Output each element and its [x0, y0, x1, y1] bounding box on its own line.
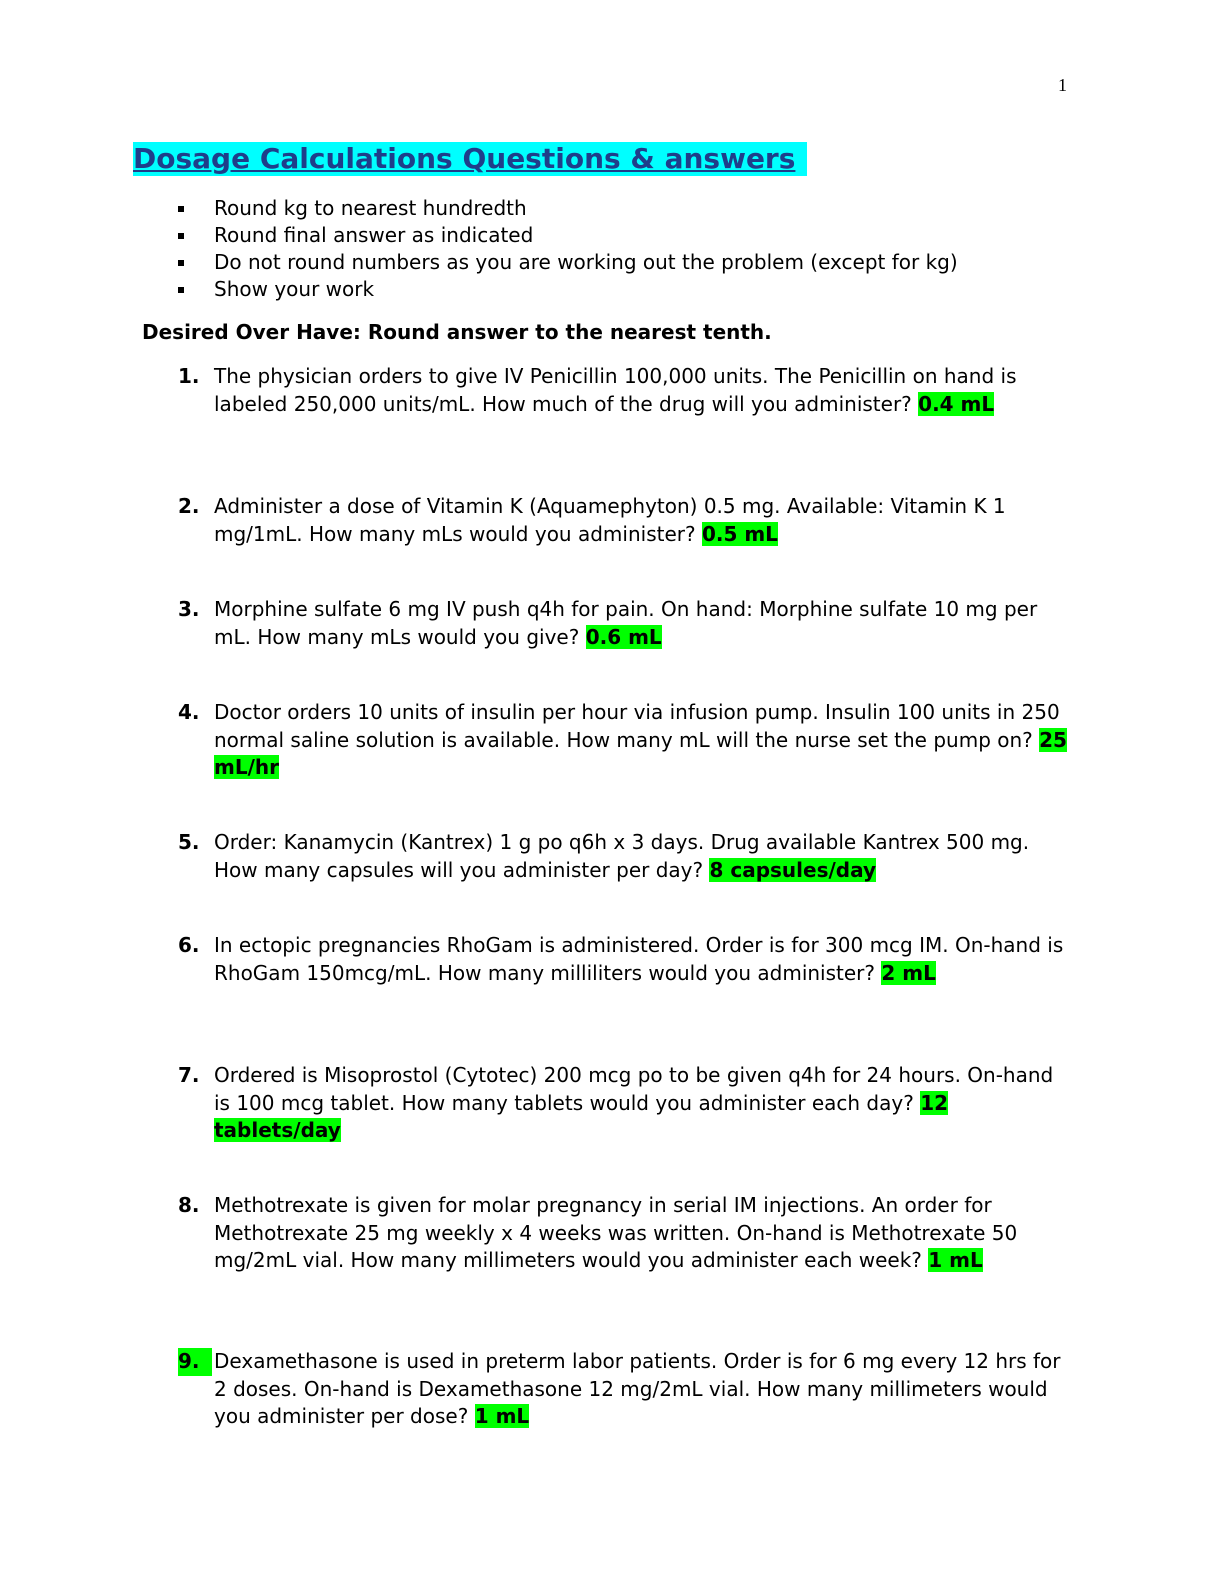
question-body: [214, 699, 1070, 782]
question-body: [214, 493, 1070, 548]
answer-highlight: 1 mL: [928, 1248, 983, 1272]
question-body: [214, 363, 1070, 418]
question-item: [178, 596, 1070, 651]
instruction-item: [178, 249, 958, 276]
answer-highlight: 0.6 mL: [585, 624, 662, 649]
question-item: [178, 1062, 1070, 1145]
question-number: 8.: [178, 1193, 200, 1217]
square-bullet-icon: [178, 260, 184, 266]
question-body: [214, 1062, 1070, 1145]
question-text: Doctor orders 10 units of insulin per hour via infusion pump. Insulin 100 units in 250 normal saline solution is available. How many mL will the nurse set the pump on?: [214, 700, 1060, 752]
square-bullet-icon: [178, 287, 184, 293]
answer-highlight: 1 mL: [474, 1404, 530, 1428]
question-text: In ectopic pregnancies RhoGam is administered. Order is for 300 mcg IM. On-hand is RhoGam 150mcg/mL. How many milliliters would you administer?: [214, 933, 1064, 985]
instructions-list: [178, 195, 958, 303]
question-text: Administer a dose of Vitamin K (Aquamephyton) 0.5 mg. Available: Vitamin K 1 mg/1mL. How many mLs would you administer?: [214, 494, 1006, 546]
question-number: 2.: [178, 494, 200, 518]
question-item: [178, 829, 1070, 884]
question-body: [214, 1348, 1070, 1431]
instruction-text: Round kg to nearest hundredth: [214, 196, 527, 220]
question-text: Order: Kanamycin (Kantrex) 1 g po q6h x 3 days. Drug available Kantrex 500 mg. How many capsules will you administer per day?: [214, 830, 1030, 882]
question-item: [178, 493, 1070, 548]
instruction-item: [178, 222, 958, 249]
question-number: 6.: [178, 933, 200, 957]
instruction-text: Show your work: [214, 277, 375, 301]
page-title: Dosage Calculations Questions & answers: [133, 142, 807, 176]
question-number: 9.: [178, 1348, 212, 1376]
answer-highlight: 25 mL/hr: [214, 727, 1067, 779]
section-heading: Desired Over Have: Round answer to the nearest tenth.: [142, 320, 772, 344]
question-item: [178, 1192, 1070, 1275]
answer-highlight: 0.5 mL: [701, 521, 778, 546]
answer-highlight: 0.4 mL: [918, 391, 995, 416]
answer-highlight: 8 capsules/day: [709, 857, 877, 882]
square-bullet-icon: [178, 233, 184, 239]
question-item: [178, 699, 1070, 782]
question-body: [214, 1192, 1070, 1275]
question-text: The physician orders to give IV Penicillin 100,000 units. The Penicillin on hand is labeled 250,000 units/mL. How much of the drug will you administer?: [214, 364, 1017, 416]
question-text: Methotrexate is given for molar pregnancy in serial IM injections. An order for Methotrexate 25 mg weekly x 4 weeks was written. On-hand is Methotrexate 50 mg/2mL vial. How many millimeters would you administer each week?: [214, 1193, 1018, 1272]
question-item: [178, 1348, 1070, 1431]
question-number: 4.: [178, 700, 200, 724]
question-number: 1.: [178, 364, 200, 388]
question-number: 3.: [178, 597, 200, 621]
instruction-text: Do not round numbers as you are working out the problem (except for kg): [214, 250, 958, 274]
question-text: Ordered is Misoprostol (Cytotec) 200 mcg po to be given q4h for 24 hours. On-hand is 100 mcg tablet. How many tablets would you administer each day?: [214, 1063, 1054, 1115]
answer-highlight: 12 tablets/day: [214, 1090, 949, 1142]
instruction-item: [178, 195, 958, 222]
question-body: [214, 596, 1070, 651]
question-number: 5.: [178, 830, 200, 854]
instruction-text: Round final answer as indicated: [214, 223, 534, 247]
page-number: 1: [1058, 75, 1067, 95]
question-text: Morphine sulfate 6 mg IV push q4h for pain. On hand: Morphine sulfate 10 mg per mL. How many mLs would you give?: [214, 597, 1038, 649]
answer-highlight: 2 mL: [881, 960, 936, 985]
question-body: [214, 932, 1070, 987]
question-number: 7.: [178, 1063, 200, 1087]
question-text: Dexamethasone is used in preterm labor patients. Order is for 6 mg every 12 hrs for 2 doses. On-hand is Dexamethasone 12 mg/2mL vial. How many millimeters would you administer per dose?: [214, 1349, 1061, 1428]
instruction-item: [178, 276, 958, 303]
question-item: [178, 932, 1070, 987]
question-item: [178, 363, 1070, 418]
square-bullet-icon: [178, 206, 184, 212]
question-body: [214, 829, 1070, 884]
